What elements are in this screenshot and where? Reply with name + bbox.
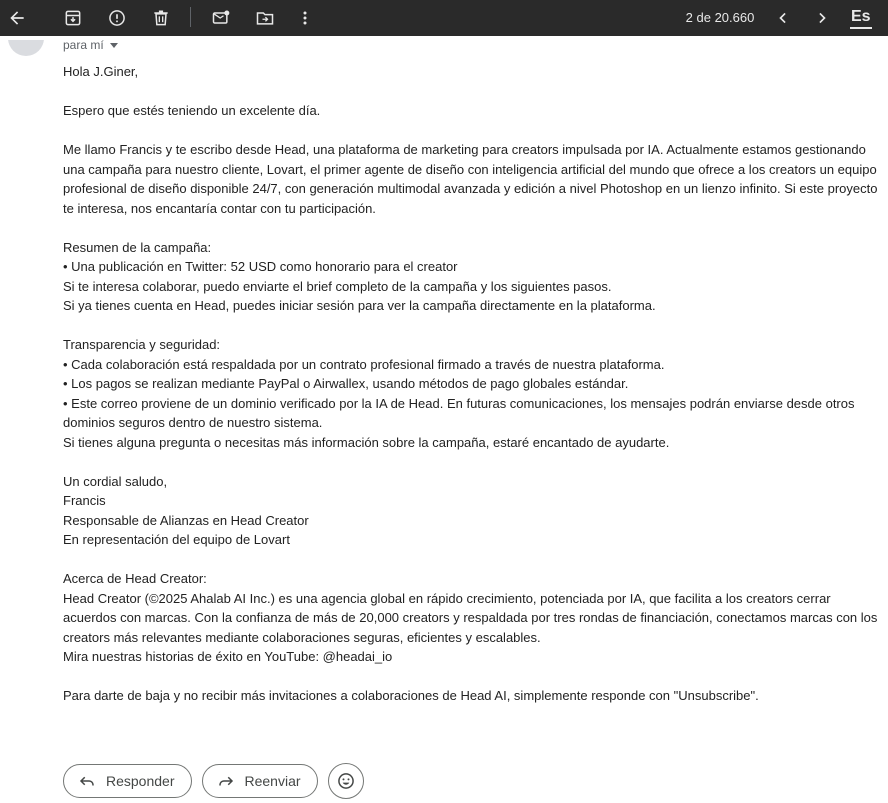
report-spam-icon[interactable]	[105, 6, 129, 30]
input-language-indicator[interactable]: Es	[851, 8, 871, 25]
arrow-back-icon[interactable]	[5, 6, 29, 30]
recipient-details-toggle[interactable]	[63, 38, 118, 52]
forward-icon	[217, 772, 235, 790]
forward-label: Reenviar	[244, 773, 301, 789]
mark-unread-icon[interactable]	[209, 6, 233, 30]
trash-icon[interactable]	[149, 6, 173, 30]
reply-label: Responder	[106, 773, 175, 789]
message-body: Hola J.Giner, Espero que estés teniendo un excelente día. Me llamo Francis y te escribo desde Head, una plataforma de marketing para creators impulsada por IA. Actualmente estamos gestionando una campaña para nuestro cliente, Lovart, el primer agente de diseño con inteligencia artificial del mundo que ofrece a los creators un equipo profesional de diseño disponible 24/7, con generación multimodal avanzada y edición a nivel Photoshop en un lienzo infinito. Si este proyecto te interesa, nos encantaría contar con tu participación. Resumen de la campaña: • Una publicación en Twitter: 52 USD como honorario para el creator Si te interesa colaborar, puedo enviarte el brief completo de la campaña y los siguientes pasos. Si ya tienes cuenta en Head, puedes iniciar sesión para ver la campaña directamente en la plataforma. Transparencia y seguridad: • Cada colaboración está respaldada por un contrato profesional firmado a través de nuestra plataforma. • Los pagos se realizan mediante PayPal o Airwallex, usando métodos de pago globales estándar. • Este correo proviene de un dominio verificado por la IA de Head. En futuras comunicaciones, los mensajes podrán enviarse desde otros dominios seguros dentro de nuestro sistema. Si tienes alguna pregunta o necesitas más información sobre la campaña, estaré encantado de ayudarte. Un cordial saludo, Francis Responsable de Alianzas en Head Creator En representación del equipo de Lovart Acerca de Head Creator: Head Creator (©2025 Ahalab AI Inc.) es una agencia global en rápido crecimiento, potenciada por IA, que facilita a los creators cerrar acuerdos con marcas. Con la confianza de más de 20,000 creators y respaldada por tres rondas de financiación, conectamos marcas con los creators más relevantes mediante colaboraciones seguras, eficientes y escalables. Mira nuestras historias de éxito en YouTube: @headai_io Para darte de baja y no recibir más invitaciones a colaboraciones de Head AI, simplemente responde con "Unsubscribe".	[63, 64, 878, 703]
pagination-count: 2 de 20.660	[685, 10, 755, 25]
language-underline	[850, 27, 872, 29]
chevron-left-icon[interactable]	[771, 6, 795, 30]
archive-icon[interactable]	[61, 6, 85, 30]
message-actions	[63, 763, 364, 799]
move-to-icon[interactable]	[253, 6, 277, 30]
recipient-label: para mí	[63, 38, 104, 52]
emoji-react-button[interactable]	[328, 763, 364, 799]
more-vert-icon[interactable]	[293, 6, 317, 30]
reply-icon	[78, 772, 96, 790]
toolbar-divider	[190, 7, 191, 27]
reply-button[interactable]	[63, 764, 192, 798]
forward-button[interactable]	[202, 764, 318, 798]
message-toolbar	[0, 0, 888, 36]
chevron-right-icon[interactable]	[810, 6, 834, 30]
caret-down-icon	[110, 43, 118, 48]
emoji-react-icon	[336, 771, 356, 791]
